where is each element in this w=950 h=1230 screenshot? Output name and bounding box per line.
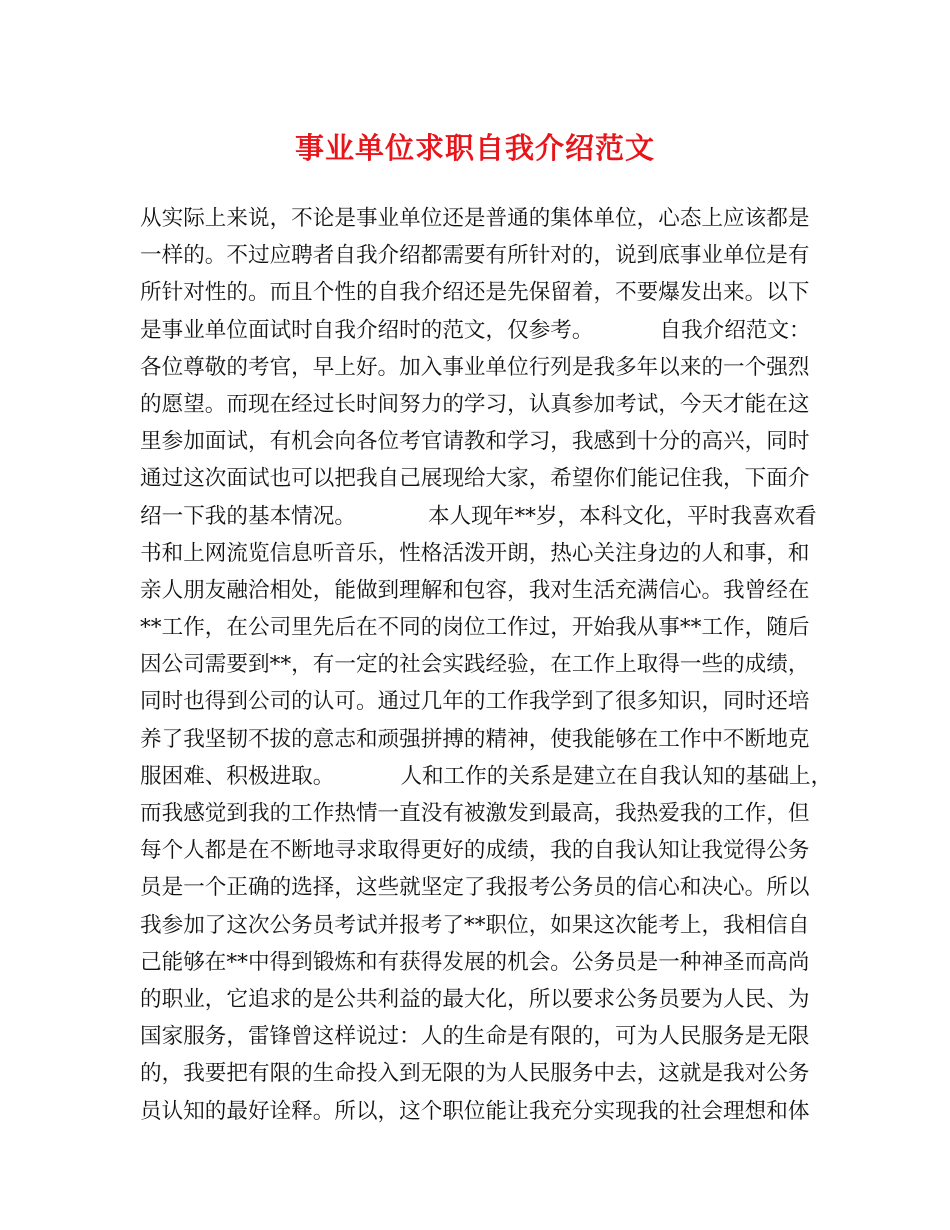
text-run: 的职业，它追求的是公共利益的最大化，所以要求公务员要为人民、为 bbox=[140, 986, 810, 1012]
body-line bbox=[140, 758, 833, 795]
body-line bbox=[140, 349, 816, 386]
text-run: 书和上网流览信息听音乐，性格活泼开朗，热心关注身边的人和事，和 bbox=[140, 540, 810, 566]
body-line bbox=[140, 460, 816, 497]
body-line bbox=[140, 907, 816, 944]
text-run: 的愿望。而现在经过长时间努力的学习，认真参加考试，今天才能在这 bbox=[140, 391, 810, 417]
body-line bbox=[140, 646, 816, 683]
text-run: 己能够在**中得到锻炼和有获得发展的机会。公务员是一种神圣而高尚 bbox=[140, 949, 810, 975]
text-run: 从实际上来说，不论是事业单位还是普通的集体单位，心态上应该都是 bbox=[140, 206, 810, 231]
body-line bbox=[140, 386, 816, 423]
text-run: 国家服务，雷锋曾这样说过：人的生命是有限的，可为人民服务是无限 bbox=[140, 1024, 810, 1050]
body-line bbox=[140, 795, 816, 832]
body-line bbox=[140, 423, 816, 460]
text-run: 因公司需要到**，有一定的社会实践经验，在工作上取得一些的成绩， bbox=[140, 652, 810, 678]
document-title: 事业单位求职自我介绍范文 bbox=[294, 131, 655, 165]
body-line bbox=[140, 237, 816, 274]
document-body bbox=[140, 200, 833, 1130]
body-line bbox=[140, 609, 816, 646]
text-run: 自我介绍范文： bbox=[659, 317, 811, 343]
body-line bbox=[140, 683, 816, 720]
text-run: 养了我坚韧不拔的意志和顽强拼搏的精神，使我能够在工作中不断地克 bbox=[140, 726, 810, 752]
body-line bbox=[140, 274, 816, 311]
text-run: 的，我要把有限的生命投入到无限的为人民服务中去，这就是我对公务 bbox=[140, 1061, 810, 1087]
body-line bbox=[140, 721, 816, 758]
text-run: 所针对性的。而且个性的自我介绍还是先保留着，不要爆发出来。以下 bbox=[140, 280, 810, 306]
body-line bbox=[140, 200, 816, 237]
body-line bbox=[140, 312, 816, 349]
text-run: 而我感觉到我的工作热情一直没有被激发到最高，我热爱我的工作，但 bbox=[140, 801, 810, 826]
text-run: 同时也得到公司的认可。通过几年的工作我学到了很多知识，同时还培 bbox=[140, 689, 810, 715]
body-line bbox=[140, 1055, 816, 1092]
body-line bbox=[140, 1093, 816, 1130]
body-line bbox=[140, 572, 816, 609]
text-run: 亲人朋友融洽相处，能做到理解和包容，我对生活充满信心。我曾经在 bbox=[140, 577, 810, 603]
text-run: 每个人都是在不断地寻求取得更好的成绩，我的自我认知让我觉得公务 bbox=[140, 838, 810, 864]
text-run: 里参加面试，有机会向各位考官请教和学习，我感到十分的高兴，同时 bbox=[140, 429, 810, 455]
body-line bbox=[140, 832, 816, 869]
text-run: 通过这次面试也可以把我自己展现给大家，希望你们能记住我，下面介 bbox=[140, 466, 810, 492]
text-run: 人和工作的关系是建立在自我认知的基础上， bbox=[400, 763, 833, 789]
text-run: **工作，在公司里先后在不同的岗位工作过，开始我从事**工作，随后 bbox=[140, 615, 810, 641]
body-line bbox=[140, 981, 816, 1018]
body-line bbox=[140, 869, 816, 906]
text-run: 本人现年**岁，本科文化，平时我喜欢看 bbox=[427, 503, 817, 529]
text-run: 服困难、积极进取。 bbox=[140, 763, 335, 789]
body-line bbox=[140, 944, 816, 981]
text-run: 是事业单位面试时自我介绍时的范文，仅参考。 bbox=[140, 317, 594, 343]
text-run: 员认知的最好诠释。所以，这个职位能让我充分实现我的社会理想和体 bbox=[140, 1098, 810, 1124]
text-run: 我参加了这次公务员考试并报考了**职位，如果这次能考上，我相信自 bbox=[140, 912, 810, 938]
body-line bbox=[140, 535, 816, 572]
body-line bbox=[140, 498, 816, 535]
body-line bbox=[140, 1018, 816, 1055]
text-run: 一样的。不过应聘者自我介绍都需要有所针对的，说到底事业单位是有 bbox=[140, 243, 810, 269]
text-run: 绍一下我的基本情况。 bbox=[140, 503, 356, 529]
text-run: 员是一个正确的选择，这些就坚定了我报考公务员的信心和决心。所以 bbox=[140, 875, 810, 901]
text-run: 各位尊敬的考官，早上好。加入事业单位行列是我多年以来的一个强烈 bbox=[140, 354, 810, 380]
